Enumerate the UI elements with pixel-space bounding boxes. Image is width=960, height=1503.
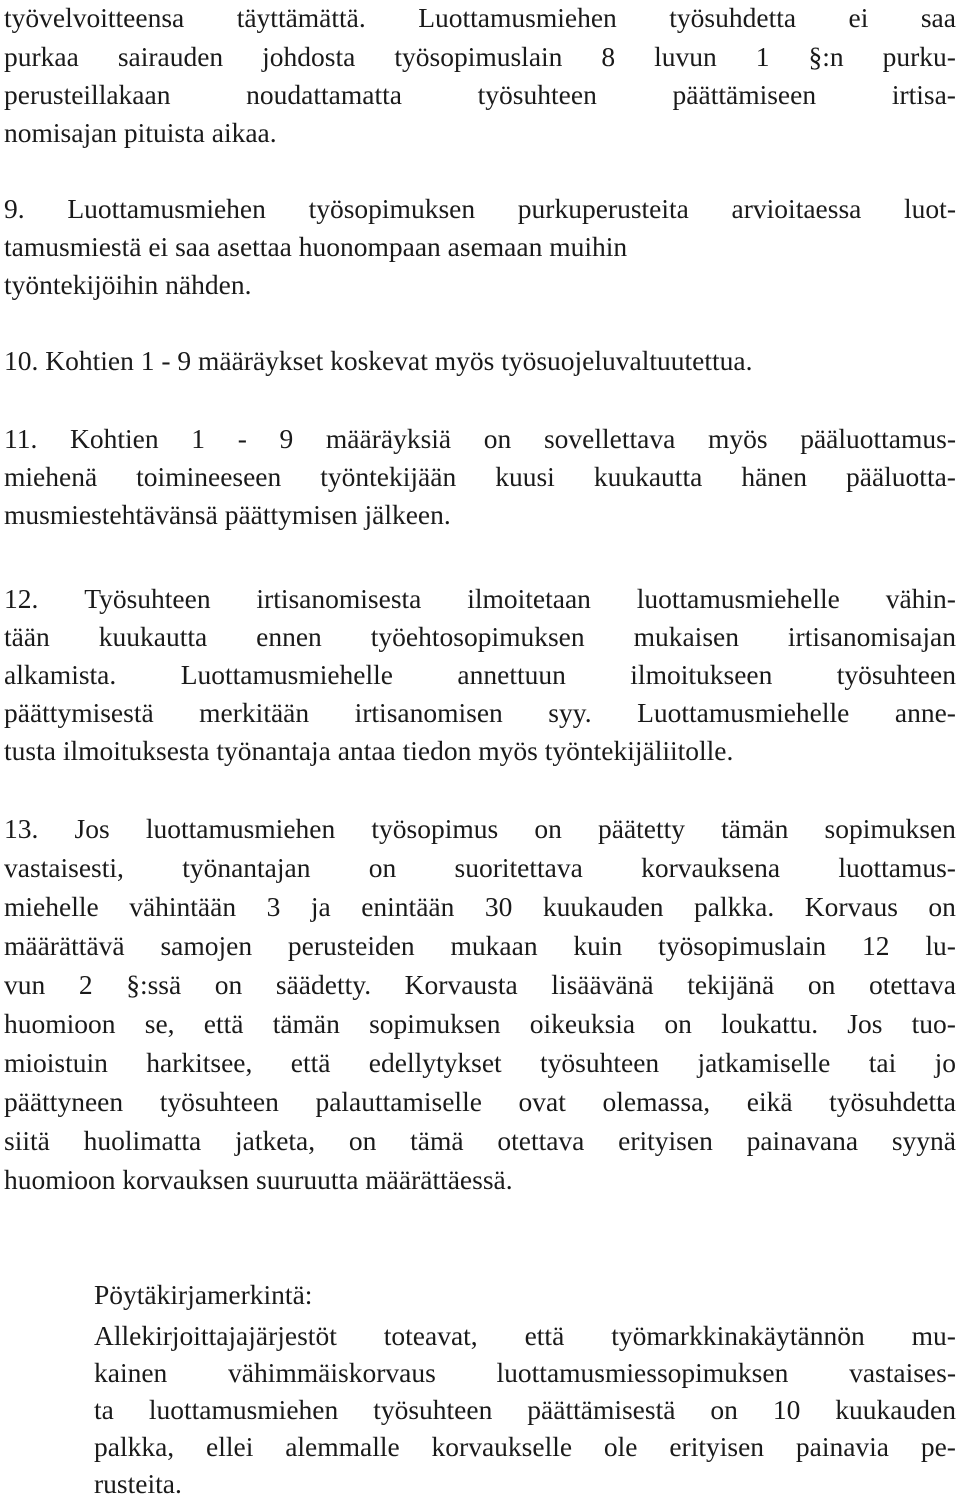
word: Jos	[74, 813, 110, 844]
word: vun	[4, 969, 46, 1000]
word: tään	[4, 621, 50, 652]
word: palauttamiselle	[315, 1086, 482, 1117]
word: on	[534, 813, 562, 844]
word: pe-	[920, 1431, 956, 1462]
word: Luottamusmiehen	[418, 2, 617, 33]
word: alemmalle	[285, 1431, 400, 1462]
text-line	[4, 420, 956, 458]
word: mu-	[911, 1320, 956, 1351]
word: syynä	[891, 1125, 956, 1156]
text-line	[4, 190, 956, 228]
word: työsuhdetta	[829, 1086, 956, 1117]
word: on	[348, 1125, 377, 1156]
word: irtisa-	[891, 79, 956, 110]
word: korvauksena	[641, 852, 781, 883]
word: toimineeseen	[136, 461, 282, 492]
word: työsopimuksen	[308, 193, 476, 224]
word: 9	[279, 423, 294, 454]
word: Luottamusmiehelle	[637, 697, 850, 728]
word: 12.	[4, 583, 39, 614]
word: päättyneen	[4, 1086, 124, 1117]
text-line	[4, 1122, 956, 1160]
word: työsuhdetta	[669, 2, 797, 33]
text-line	[4, 38, 956, 76]
word: syy.	[548, 697, 592, 728]
text-line	[94, 1391, 956, 1429]
word: sovellettava	[543, 423, 676, 454]
word: 11.	[4, 423, 38, 454]
word: hänen	[741, 461, 807, 492]
word: 9.	[4, 193, 25, 224]
word: luvun	[654, 41, 717, 72]
word: perusteillakaan	[4, 79, 171, 110]
word: oikeuksia	[529, 1008, 636, 1039]
word: 30	[484, 891, 513, 922]
text-line: musmiestehtävänsä päättymisen jälkeen.	[4, 499, 451, 530]
word: että	[290, 1047, 331, 1078]
word: se,	[144, 1008, 175, 1039]
text-line	[94, 1428, 956, 1466]
word: suoritettava	[454, 852, 583, 883]
word: toteavat,	[383, 1320, 478, 1351]
word: perusteiden	[287, 930, 415, 961]
word: päättymisestä	[4, 697, 154, 728]
word: Kohtien	[70, 423, 159, 454]
word: Allekirjoittajajärjestöt	[94, 1320, 337, 1351]
word: irtisanomisen	[354, 697, 503, 728]
word: päättämisestä	[527, 1394, 676, 1425]
word: tämä	[410, 1125, 464, 1156]
word: vähin-	[885, 583, 956, 614]
word: 8	[601, 41, 616, 72]
word: työsopimuslain	[394, 41, 563, 72]
text-line: huomioon korvauksen suuruutta määrättäessä.	[4, 1164, 513, 1195]
word: ta	[94, 1394, 114, 1425]
word: lu-	[925, 930, 956, 961]
text-line: rusteita.	[94, 1468, 182, 1499]
word: Työsuhteen	[84, 583, 211, 614]
word: purkuperusteita	[517, 193, 689, 224]
word: 12	[862, 930, 890, 961]
word: kuukauden	[835, 1394, 956, 1425]
word: työmarkkinakäytännön	[611, 1320, 865, 1351]
word: säädetty.	[275, 969, 372, 1000]
word: luottamusmiehen	[148, 1394, 339, 1425]
word: mioistuin	[4, 1047, 108, 1078]
word: tämän	[272, 1008, 340, 1039]
word: luottamusmiehelle	[636, 583, 840, 614]
word: on	[807, 969, 836, 1000]
word: luottamusmiessopimuksen	[496, 1357, 789, 1388]
word: jatkamiselle	[697, 1047, 831, 1078]
word: sopimuksen	[369, 1008, 501, 1039]
word: työsopimuslain	[658, 930, 827, 961]
word: miehenä	[4, 461, 98, 492]
text-line	[4, 580, 956, 618]
word: §:n	[808, 41, 844, 72]
text-line	[94, 1354, 956, 1392]
word: Jos	[847, 1008, 883, 1039]
word: annettuun	[457, 659, 566, 690]
word: on	[483, 423, 512, 454]
text-line	[4, 694, 956, 732]
word: tai	[868, 1047, 897, 1078]
word: on	[214, 969, 243, 1000]
word: on	[928, 891, 956, 922]
word: työsuhteen	[159, 1086, 279, 1117]
word: kainen	[94, 1357, 168, 1388]
text-line	[94, 1317, 956, 1355]
text-line	[4, 927, 956, 965]
text-line	[4, 966, 956, 1004]
text-line: tusta ilmoituksesta työnantaja antaa tiedon myös työntekijäliitolle.	[4, 735, 734, 766]
word: 13.	[4, 813, 39, 844]
word: painavia	[795, 1431, 890, 1462]
word: vastaises-	[849, 1357, 956, 1388]
word: että	[203, 1008, 244, 1039]
word: 2	[78, 969, 93, 1000]
word: johdosta	[262, 41, 356, 72]
word: työehtosopimuksen	[370, 621, 585, 652]
word: ilmoitukseen	[630, 659, 773, 690]
word: irtisanomisajan	[787, 621, 956, 652]
word: mukaan	[450, 930, 538, 961]
word: purkaa	[4, 41, 79, 72]
word: kuukauden	[542, 891, 664, 922]
word: olemassa,	[602, 1086, 711, 1117]
word: täyttämättä.	[236, 2, 366, 33]
text-line	[4, 618, 956, 656]
word: saa	[920, 2, 956, 33]
word: työsuhteen	[373, 1394, 493, 1425]
word: työvelvoitteensa	[4, 2, 185, 33]
word: palkka,	[94, 1431, 175, 1462]
text-line: 10. Kohtien 1 - 9 määräykset koskevat myös työsuojeluvaltuutettua.	[4, 345, 753, 376]
word: anne-	[894, 697, 956, 728]
word: päättämiseen	[672, 79, 817, 110]
word: erityisen	[618, 1125, 713, 1156]
word: pääluotta-	[846, 461, 956, 492]
word: päätetty	[597, 813, 686, 844]
word: painavana	[746, 1125, 859, 1156]
word: tuo-	[911, 1008, 956, 1039]
word: sairauden	[117, 41, 224, 72]
word: -	[237, 423, 247, 454]
word: huomioon	[4, 1008, 116, 1039]
word: noudattamatta	[246, 79, 402, 110]
word: irtisanomisesta	[256, 583, 422, 614]
word: 1	[191, 423, 206, 454]
word: 10	[772, 1394, 801, 1425]
word: harkitsee,	[146, 1047, 253, 1078]
word: ennen	[256, 621, 322, 652]
word: määräyksiä	[325, 423, 452, 454]
word: kuukautta	[593, 461, 703, 492]
word: vähimmäiskorvaus	[228, 1357, 436, 1388]
word: merkitään	[199, 697, 310, 728]
word: luottamusmiehen	[145, 813, 336, 844]
word: jatketa,	[234, 1125, 316, 1156]
note-heading: Pöytäkirjamerkintä:	[94, 1279, 313, 1310]
word: että	[524, 1320, 565, 1351]
text-line	[4, 810, 956, 848]
word: lisäävänä	[551, 969, 654, 1000]
text-line	[4, 76, 956, 114]
word: tämän	[721, 813, 789, 844]
word: pääluottamus-	[800, 423, 956, 454]
word: kuusi	[495, 461, 555, 492]
word: on	[710, 1394, 738, 1425]
text-line	[4, 1044, 956, 1082]
word: siitä	[4, 1125, 50, 1156]
word: §:ssä	[126, 969, 182, 1000]
word: jo	[934, 1047, 956, 1078]
word: ja	[310, 891, 331, 922]
word: loukattu.	[721, 1008, 819, 1039]
word: alkamista.	[4, 659, 117, 690]
word: sopimuksen	[824, 813, 956, 844]
word: palkka.	[694, 891, 775, 922]
word: ellei	[206, 1431, 254, 1462]
word: otettava	[868, 969, 956, 1000]
word: työntekijään	[320, 461, 457, 492]
text-line	[4, 656, 956, 694]
text-line	[4, 458, 956, 496]
word: työsopimus	[371, 813, 499, 844]
text-line	[4, 1083, 956, 1121]
word: vastaisesti,	[4, 852, 124, 883]
word: työsuhteen	[836, 659, 956, 690]
word: 3	[266, 891, 281, 922]
word: mukaisen	[633, 621, 739, 652]
word: tekijänä	[687, 969, 775, 1000]
word: kuin	[573, 930, 623, 961]
word: ole	[603, 1431, 638, 1462]
word: vähintään	[129, 891, 237, 922]
word: edellytykset	[368, 1047, 502, 1078]
word: 1	[755, 41, 770, 72]
word: Luottamusmiehen	[67, 193, 266, 224]
word: työsuhteen	[540, 1047, 660, 1078]
word: määrättävä	[4, 930, 125, 961]
word: purku-	[882, 41, 956, 72]
word: luot-	[904, 193, 956, 224]
word: myös	[707, 423, 768, 454]
word: enintään	[361, 891, 455, 922]
text-line	[4, 888, 956, 926]
word: miehelle	[4, 891, 99, 922]
word: Luottamusmiehelle	[180, 659, 393, 690]
word: arvioitaessa	[731, 193, 862, 224]
word: Korvaus	[804, 891, 898, 922]
word: on	[368, 852, 397, 883]
text-line: nomisajan pituista aikaa.	[4, 117, 277, 148]
word: erityisen	[669, 1431, 765, 1462]
word: huolimatta	[83, 1125, 202, 1156]
text-line: työntekijöihin nähden.	[4, 269, 252, 300]
word: eikä	[746, 1086, 793, 1117]
word: ovat	[518, 1086, 566, 1117]
word: ei	[848, 2, 869, 33]
word: työsuhteen	[477, 79, 597, 110]
word: luottamus-	[838, 852, 956, 883]
text-line	[4, 849, 956, 887]
text-line: tamusmiestä ei saa asettaa huonompaan asemaan muihin	[4, 231, 628, 262]
word: on	[664, 1008, 692, 1039]
word: korvaukselle	[431, 1431, 573, 1462]
word: otettava	[497, 1125, 585, 1156]
text-line	[4, 0, 956, 37]
text-line	[4, 1005, 956, 1043]
word: samojen	[160, 930, 253, 961]
word: kuukautta	[98, 621, 208, 652]
word: työnantajan	[182, 852, 311, 883]
word: Korvausta	[404, 969, 518, 1000]
word: ilmoitetaan	[467, 583, 591, 614]
